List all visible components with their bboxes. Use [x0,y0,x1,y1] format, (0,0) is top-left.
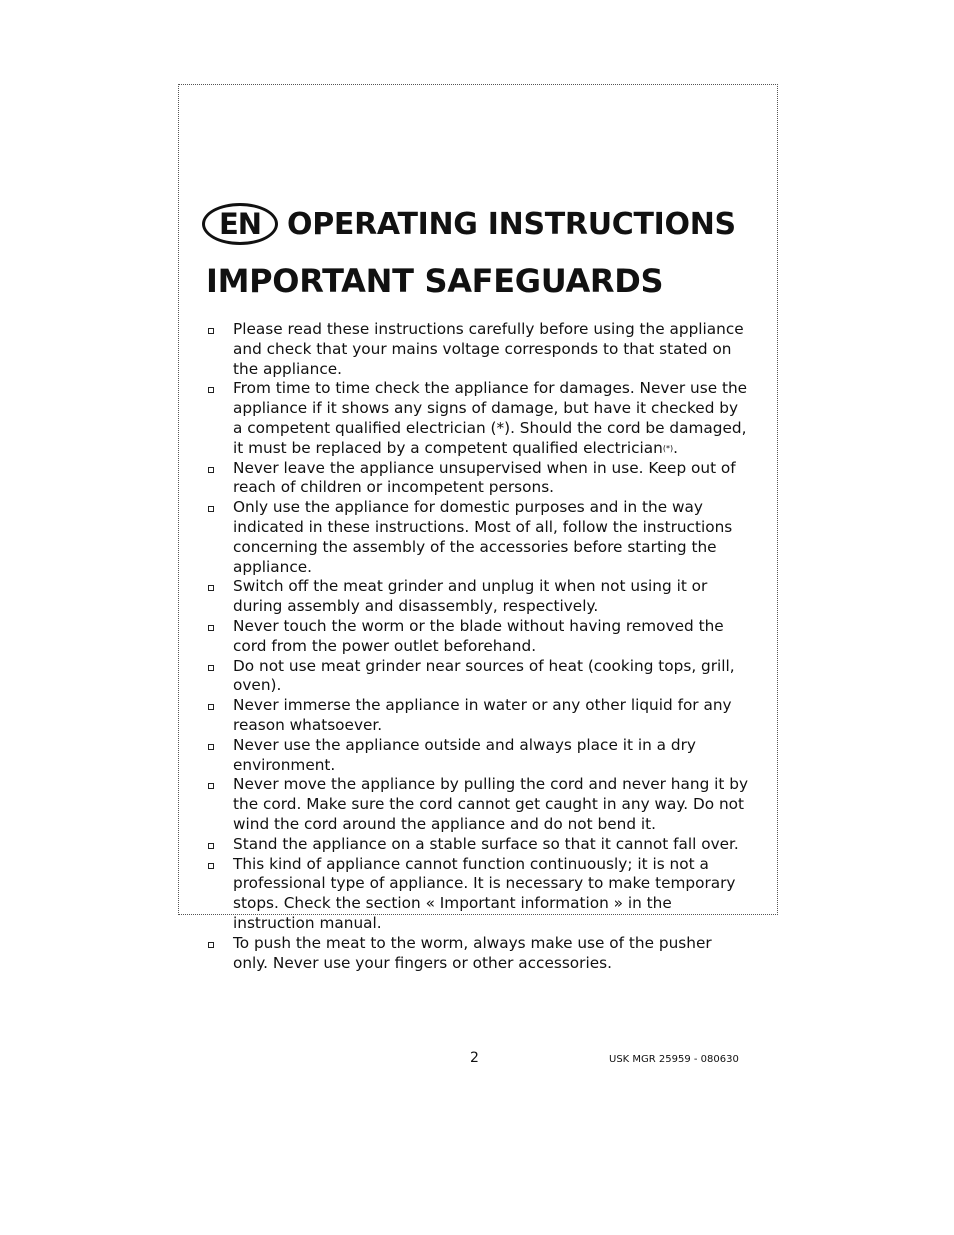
list-item: Only use the appliance for domestic purposes and in the way indicated in these instructions. Most of all, follow the instructions concerning the assembly of the accessories before starting the appliance. [206,498,751,577]
list-item: Switch off the meat grinder and unplug it when not using it or during assembly and disassembly, respectively. [206,577,751,617]
document-code: USK MGR 25959 - 080630 [609,1054,739,1065]
page-number: 2 [470,1050,479,1066]
document-header [202,203,736,245]
list-item: Never touch the worm or the blade without having removed the cord from the power outlet beforehand. [206,617,751,657]
checkbox-bullet-icon [206,835,233,855]
language-badge: EN [202,203,278,245]
document-title: OPERATING INSTRUCTIONS [287,206,736,242]
checkbox-bullet-icon [206,855,233,875]
checkbox-bullet-icon [206,617,233,637]
checkbox-bullet-icon [206,459,233,479]
section-title: IMPORTANT SAFEGUARDS [206,262,664,300]
checkbox-bullet-icon [206,696,233,716]
checkbox-bullet-icon [206,379,233,399]
checkbox-bullet-icon [206,736,233,756]
list-item: Please read these instructions carefully before using the appliance and check that your mains voltage corresponds to that stated on the appliance. [206,320,751,379]
list-item: Never leave the appliance unsupervised when in use. Keep out of reach of children or incompetent persons. [206,459,751,499]
list-item: Never move the appliance by pulling the cord and never hang it by the cord. Make sure the cord cannot get caught in any way. Do not wind the cord around the appliance and do not bend it. [206,775,751,834]
list-item: This kind of appliance cannot function continuously; it is not a professional type of appliance. It is necessary to make temporary stops. Check the section « Important information » in the instruction manual. [206,855,751,934]
safeguards-list [206,320,751,973]
list-item: To push the meat to the worm, always make use of the pusher only. Never use your fingers or other accessories. [206,934,751,974]
list-item: From time to time check the appliance for damages. Never use the appliance if it shows any signs of damage, but have it checked by a competent qualified electrician (*). Should the cord be damaged, it must be replaced by a competent qualified electrician(*). [206,379,751,458]
list-item: Stand the appliance on a stable surface so that it cannot fall over. [206,835,751,855]
checkbox-bullet-icon [206,498,233,518]
list-item: Do not use meat grinder near sources of heat (cooking tops, grill, oven). [206,657,751,697]
checkbox-bullet-icon [206,320,233,340]
list-item: Never use the appliance outside and always place it in a dry environment. [206,736,751,776]
list-item: Never immerse the appliance in water or any other liquid for any reason whatsoever. [206,696,751,736]
checkbox-bullet-icon [206,934,233,954]
checkbox-bullet-icon [206,775,233,795]
checkbox-bullet-icon [206,657,233,677]
checkbox-bullet-icon [206,577,233,597]
